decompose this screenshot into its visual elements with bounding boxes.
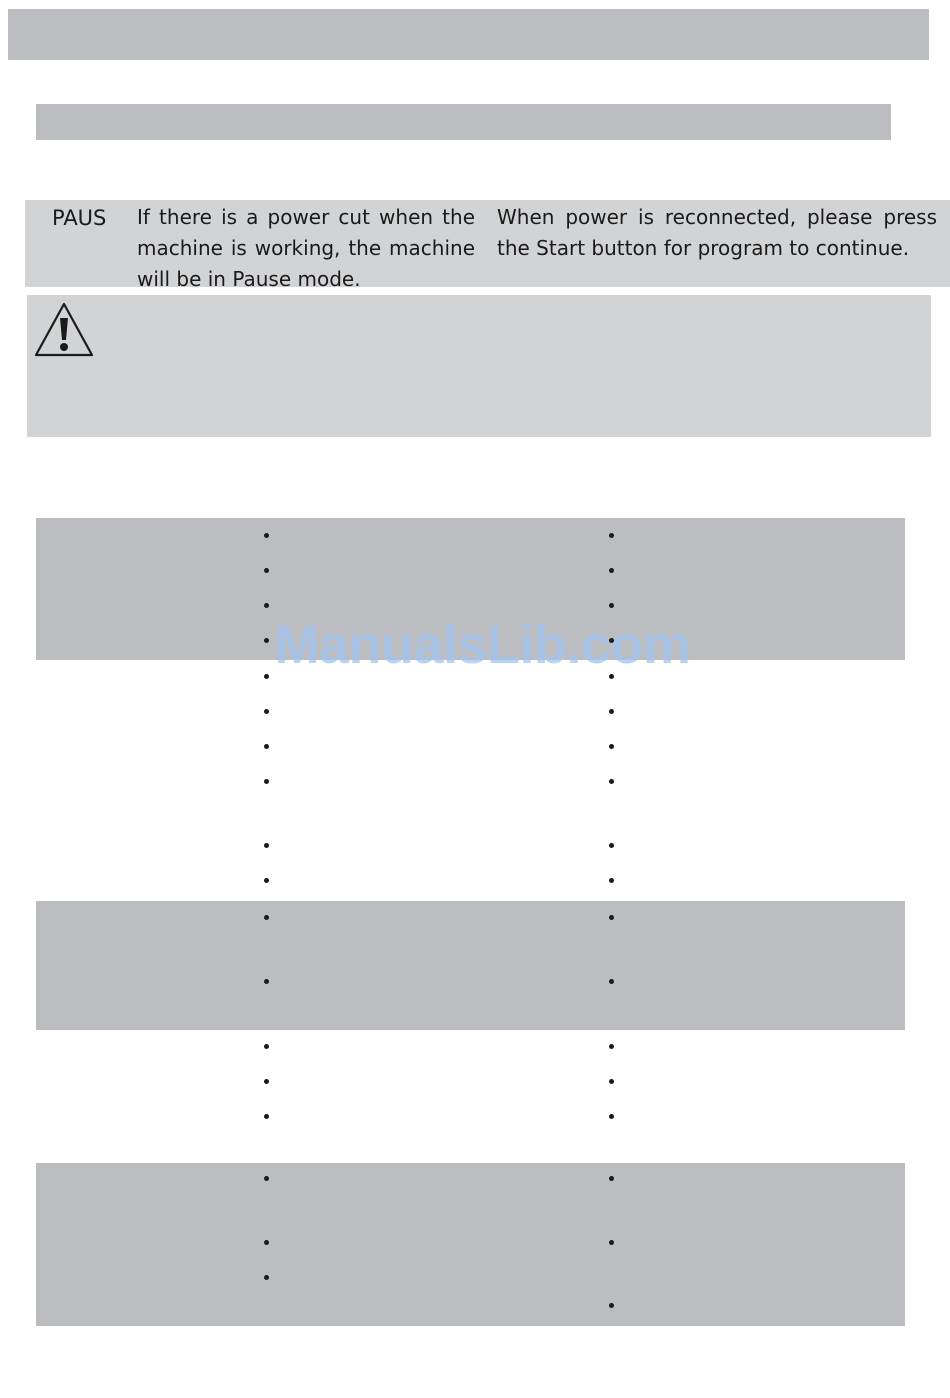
cause-bullet xyxy=(264,1044,269,1049)
warning-triangle-icon xyxy=(33,301,95,363)
problem-row-1 xyxy=(36,518,905,660)
solution-bullet xyxy=(609,779,614,784)
cause-bullet xyxy=(264,1275,269,1280)
problem-row-4 xyxy=(36,1030,905,1163)
solution-bullet xyxy=(609,1176,614,1181)
solution-bullet xyxy=(609,744,614,749)
solution-bullet xyxy=(609,878,614,883)
solution-bullet xyxy=(609,1240,614,1245)
cause-bullet xyxy=(264,1114,269,1119)
error-code: PAUS xyxy=(52,206,107,230)
cause-bullet xyxy=(264,878,269,883)
cause-bullet xyxy=(264,1079,269,1084)
error-cause: If there is a power cut when the machine is working, the machine will be in Pause mode. xyxy=(137,205,475,291)
cause-bullet xyxy=(264,638,269,643)
watermark: ManualsLib.com xyxy=(274,615,691,675)
problem-row-3 xyxy=(36,901,905,1030)
warning-box xyxy=(27,295,931,437)
problem-row-2 xyxy=(36,660,905,901)
cause-bullet xyxy=(264,603,269,608)
solution-bullet xyxy=(609,709,614,714)
solution-bullet xyxy=(609,1079,614,1084)
header-band xyxy=(8,9,929,60)
solution-bullet xyxy=(609,1114,614,1119)
cause-bullet xyxy=(264,744,269,749)
solution-bullet xyxy=(609,1044,614,1049)
cause-bullet xyxy=(264,674,269,679)
cause-bullet xyxy=(264,1176,269,1181)
cause-bullet xyxy=(264,979,269,984)
cause-bullet xyxy=(264,843,269,848)
cause-bullet xyxy=(264,568,269,573)
problem-row-5 xyxy=(36,1163,905,1326)
error-solution: When power is reconnected, please press the Start button for program to continue. xyxy=(497,205,937,260)
solution-bullet xyxy=(609,915,614,920)
solution-bullet xyxy=(609,638,614,643)
cause-bullet xyxy=(264,915,269,920)
solution-bullet xyxy=(609,1303,614,1308)
solution-bullet xyxy=(609,568,614,573)
section-heading-band xyxy=(36,104,891,140)
cause-bullet xyxy=(264,779,269,784)
solution-bullet xyxy=(609,674,614,679)
error-code-row-paus xyxy=(25,200,950,291)
cause-bullet xyxy=(264,1240,269,1245)
cause-bullet xyxy=(264,533,269,538)
solution-bullet xyxy=(609,533,614,538)
solution-bullet xyxy=(609,843,614,848)
solution-bullet xyxy=(609,603,614,608)
solution-bullet xyxy=(609,979,614,984)
cause-bullet xyxy=(264,709,269,714)
